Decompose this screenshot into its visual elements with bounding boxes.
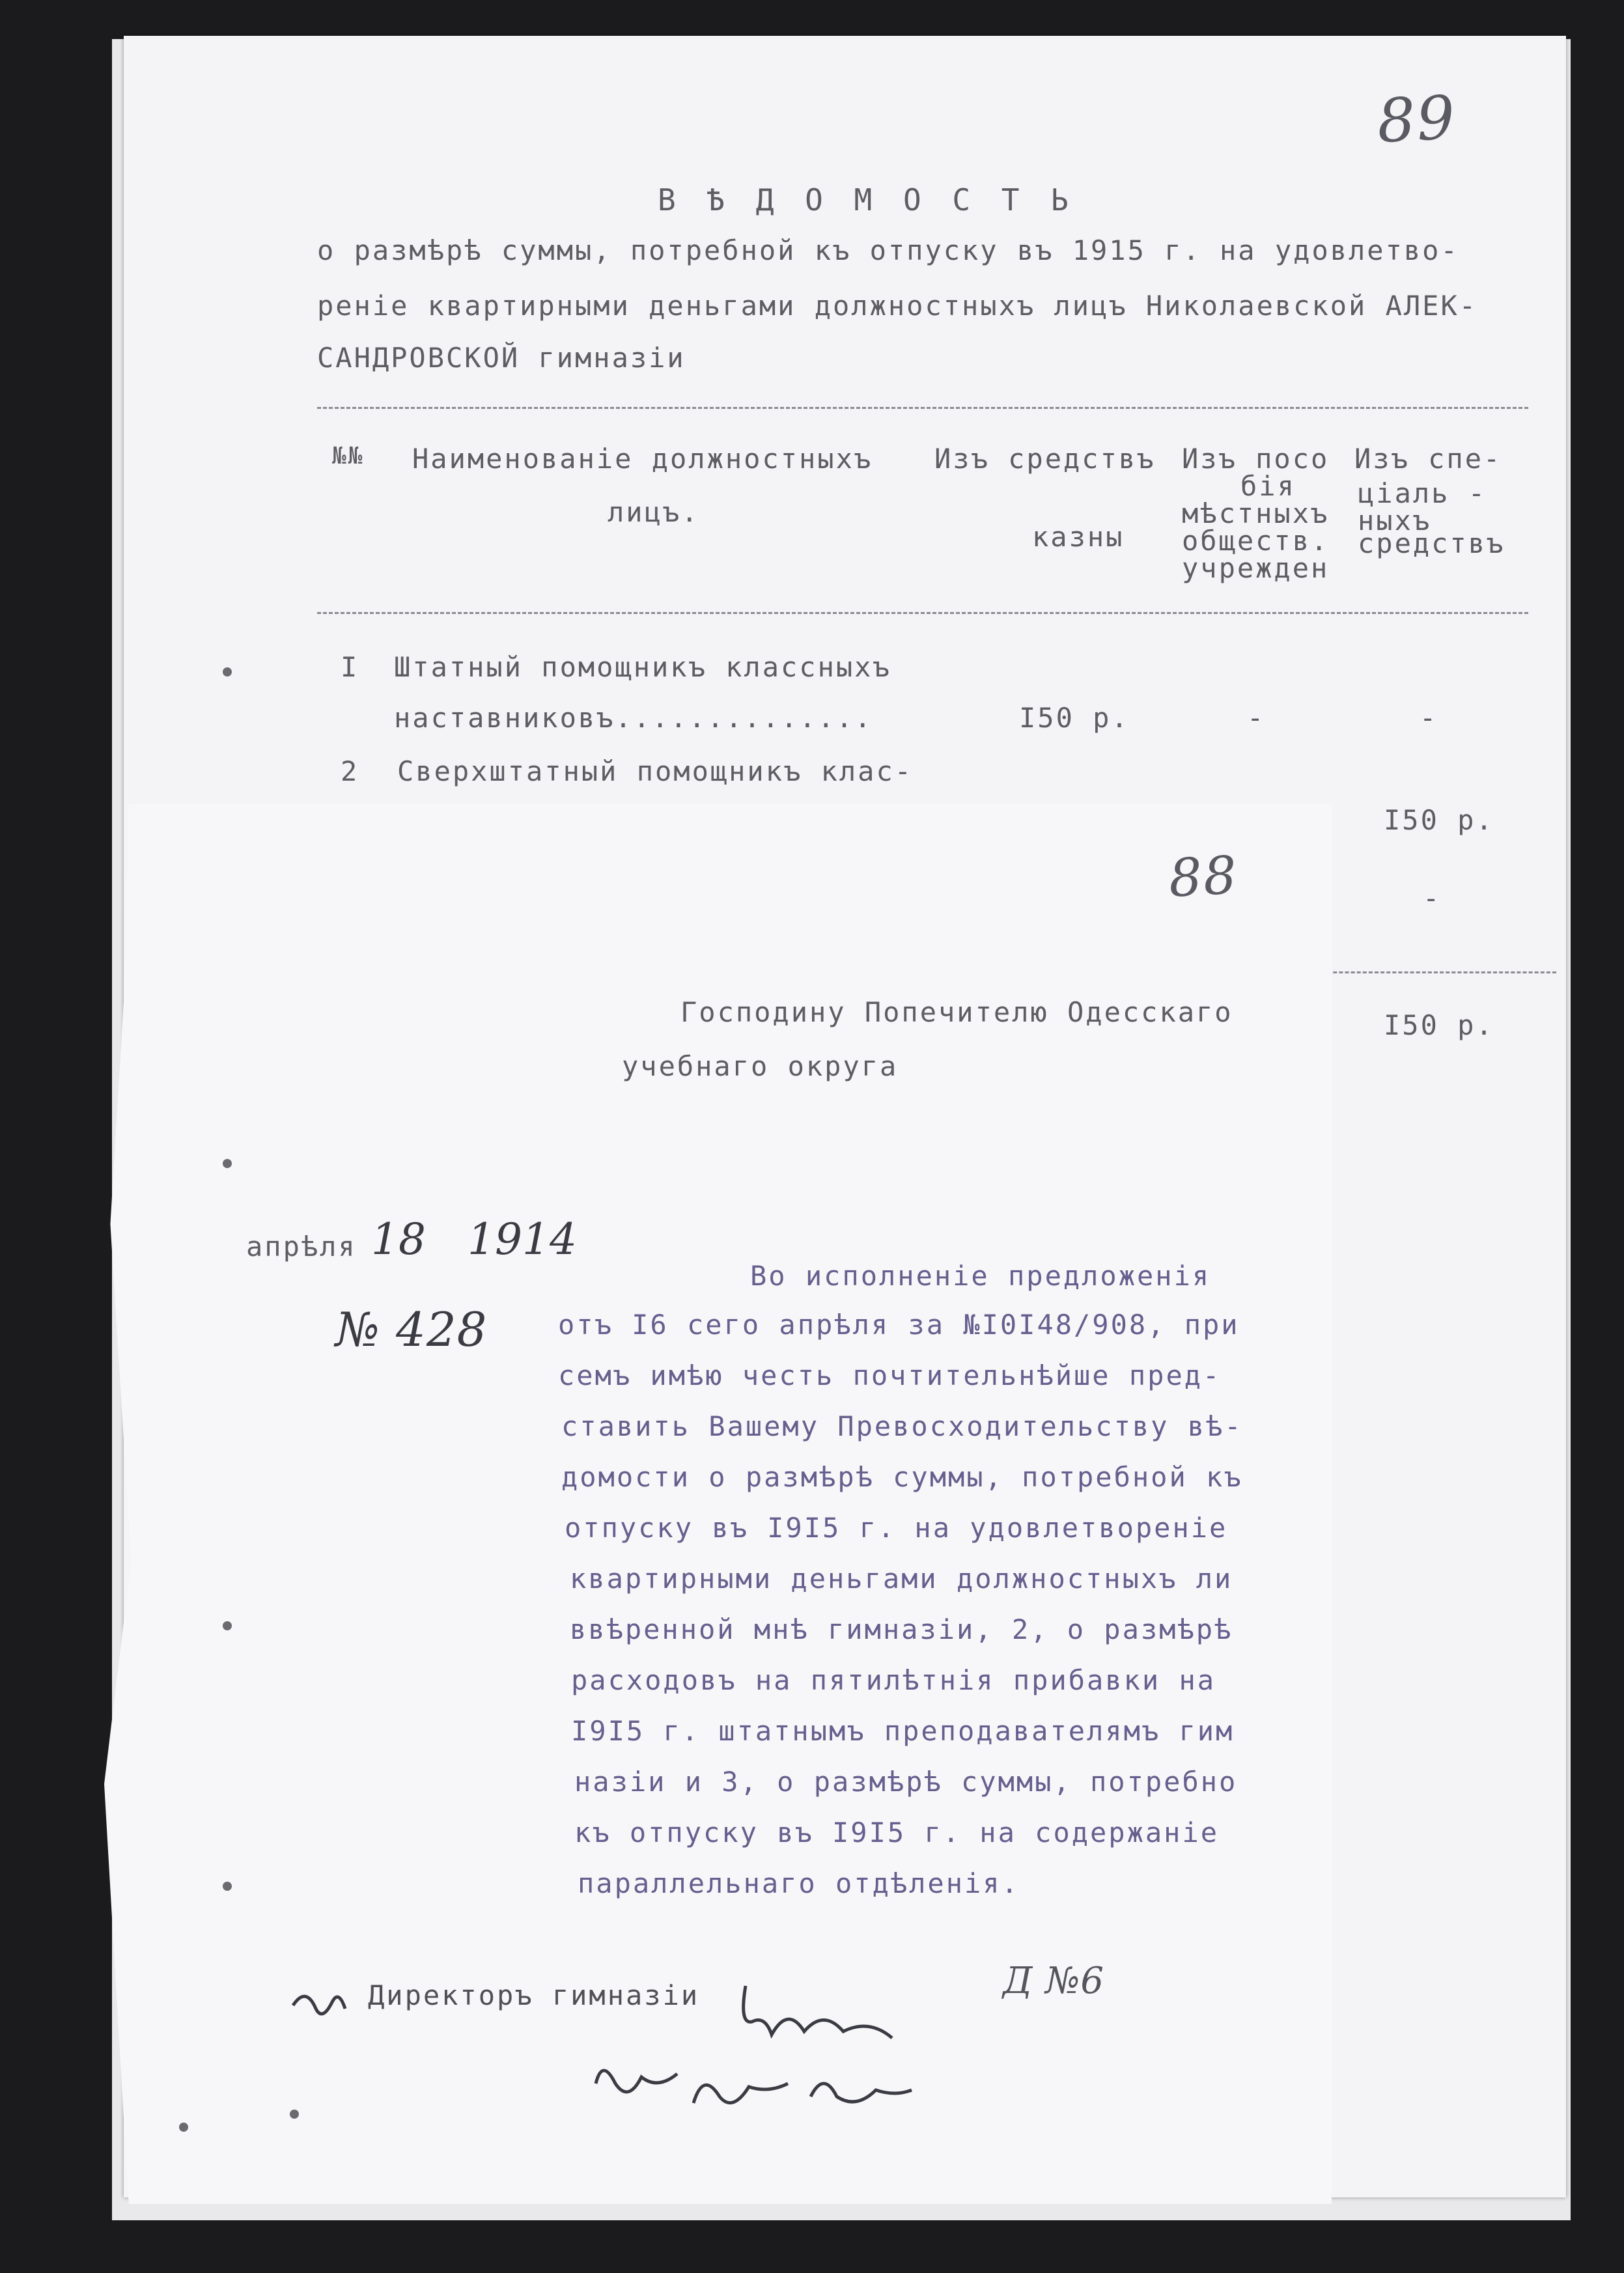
table-rule-top bbox=[317, 407, 1528, 409]
header-name-1: Наименованіе должностныхъ bbox=[412, 443, 873, 475]
binding-hole bbox=[223, 1159, 232, 1168]
date-handwritten-year: 1914 bbox=[468, 1214, 577, 1264]
row-1-local-amount: - bbox=[1247, 702, 1266, 734]
letter-line-7: квартирными деньгами должностныхъ ли bbox=[570, 1563, 1233, 1595]
row-1-special-amount: - bbox=[1420, 702, 1438, 734]
letter-line-2: отъ I6 сего апрѣля за №I0I48/908, при bbox=[558, 1309, 1240, 1341]
header-col3-3: ныхъ bbox=[1358, 505, 1432, 537]
header-col1-1: Изъ средствъ bbox=[934, 443, 1156, 475]
letter-line-9: расходовъ на пятилѣтнія прибавки на bbox=[571, 1664, 1216, 1696]
row-2-special-amount: I50 р. bbox=[1384, 804, 1494, 836]
header-col2-3: мѣстныхъ bbox=[1182, 497, 1330, 529]
letter-line-4: ставить Вашему Превосходительству вѣ- bbox=[561, 1410, 1243, 1442]
addressee-line-2: учебнаго округа bbox=[622, 1050, 899, 1082]
subtitle-line-1: о размѣрѣ суммы, потребной къ отпуску въ 1915 г. на удовлетво- bbox=[317, 234, 1459, 266]
letter-line-1: Во исполненіе предложенія bbox=[750, 1260, 1211, 1292]
row-1-treasury-amount: I50 р. bbox=[1019, 702, 1130, 734]
signature-scribble bbox=[290, 1966, 941, 2155]
subtitle-line-3: САНДРОВСКОЙ гимназіи bbox=[317, 342, 686, 374]
binding-hole bbox=[223, 1882, 232, 1891]
header-col2-5: учрежден bbox=[1182, 552, 1330, 584]
binding-hole bbox=[179, 2123, 188, 2132]
letter-line-6: отпуску въ I9I5 г. на удовлетвореніе bbox=[565, 1512, 1228, 1544]
row-2-name-1: Сверхштатный помощникъ клас- bbox=[397, 755, 914, 787]
header-col1-2: казны bbox=[1032, 521, 1125, 553]
header-col2-1: Изъ посо bbox=[1182, 443, 1330, 475]
header-name-2: лицъ. bbox=[608, 496, 700, 528]
archive-doc-mark: Д №6 bbox=[1003, 1960, 1104, 2002]
letter-line-12: къ отпуску въ I9I5 г. на содержаніе bbox=[574, 1817, 1220, 1848]
letter-line-10: I9I5 г. штатнымъ преподавателямъ гим bbox=[571, 1715, 1235, 1747]
table-rule-total bbox=[1315, 971, 1556, 973]
header-col3-2: ціаль - bbox=[1358, 477, 1487, 509]
row-1-name-1: Штатный помощникъ классныхъ bbox=[394, 651, 891, 683]
total-special-amount: I50 р. bbox=[1384, 1009, 1494, 1041]
binding-hole bbox=[223, 1621, 232, 1630]
letter-line-5: домости о размѣрѣ суммы, потребной къ bbox=[561, 1461, 1243, 1493]
date-handwritten-day: 18 bbox=[371, 1214, 426, 1264]
row-3-special-amount: - bbox=[1423, 882, 1442, 914]
letter-line-3: семъ имѣю честь почтительнѣйше пред- bbox=[558, 1360, 1222, 1391]
header-col2-2: бія bbox=[1240, 470, 1296, 502]
header-col3-4: средствъ bbox=[1358, 527, 1505, 559]
binding-hole bbox=[290, 2110, 299, 2119]
row-1-num: I bbox=[341, 651, 359, 683]
back-folio-number: 89 bbox=[1375, 82, 1458, 157]
header-col2-4: обществ. bbox=[1182, 525, 1330, 557]
addressee-line-1: Господину Попечителю Одесскаго bbox=[680, 996, 1233, 1028]
letter-line-13: параллельнаго отдѣленія. bbox=[578, 1867, 1020, 1899]
signature-label: Директоръ гимназіи bbox=[368, 1979, 700, 2011]
front-folio-number: 88 bbox=[1167, 844, 1240, 909]
letter-line-8: ввѣренной мнѣ гимназіи, 2, о размѣрѣ bbox=[570, 1613, 1233, 1645]
row-2-num: 2 bbox=[341, 755, 359, 787]
date-typed-month: апрѣля bbox=[246, 1231, 357, 1262]
table-rule-header bbox=[317, 612, 1528, 614]
header-col3-1: Изъ спе- bbox=[1354, 443, 1502, 475]
letter-line-11: назіи и 3, о размѣрѣ суммы, потребно bbox=[574, 1766, 1238, 1798]
outgoing-number: № 428 bbox=[335, 1302, 488, 1357]
binding-hole bbox=[223, 667, 232, 676]
row-1-name-2: наставниковъ.............. bbox=[394, 702, 873, 734]
header-num: №№ bbox=[332, 443, 365, 469]
subtitle-line-2: реніе квартирными деньгами должностныхъ лицъ Николаевской АЛЕК- bbox=[317, 290, 1478, 322]
document-title: В Ѣ Д О М О С Т Ь bbox=[658, 182, 1075, 217]
